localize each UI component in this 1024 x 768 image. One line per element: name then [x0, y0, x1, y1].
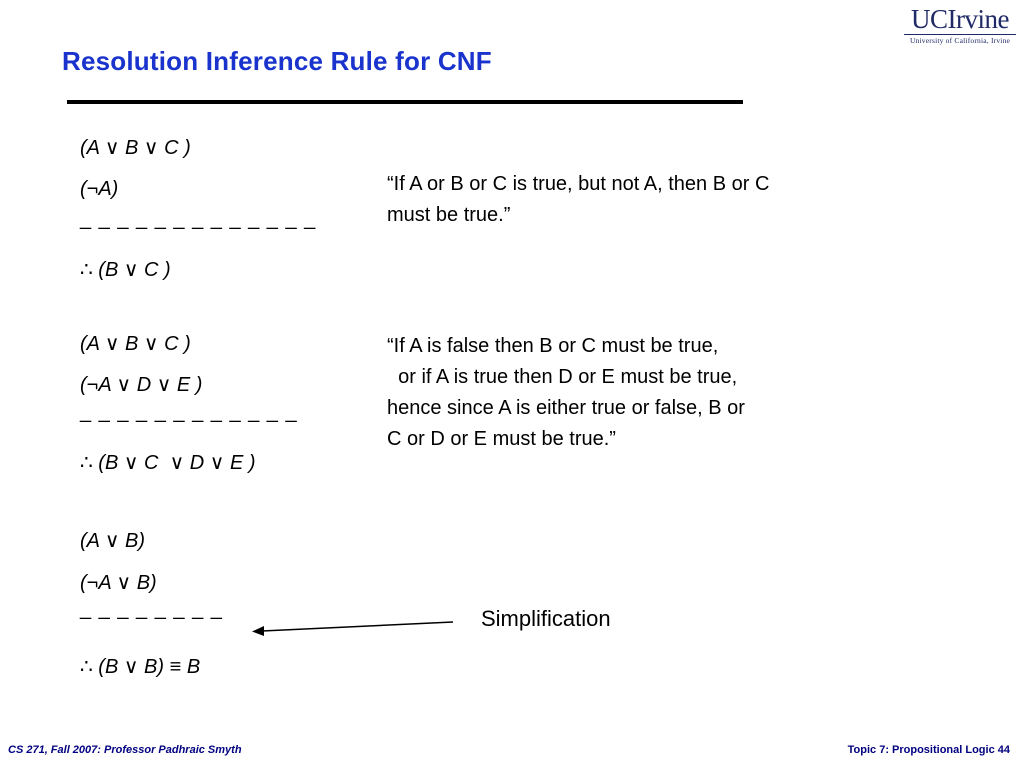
- example3-premise2: (¬A ∨ B): [80, 572, 157, 594]
- logo-divider: [904, 34, 1016, 35]
- slide-title: Resolution Inference Rule for CNF: [62, 46, 492, 76]
- logo-wordmark: UCIrvine: [911, 4, 1009, 34]
- title-underline: [67, 100, 743, 104]
- example1-explanation: “If A or B or C is true, but not A, then B or C must be true.”: [387, 173, 770, 226]
- logo-subtitle: University of California, Irvine: [909, 36, 1011, 45]
- footer-course: CS 271, Fall 2007: Professor Padhraic Smyth: [8, 744, 242, 756]
- example1-premise1: (A ∨ B ∨ C ): [80, 137, 191, 159]
- example3-premise1: (A ∨ B): [80, 530, 146, 552]
- simplification-label: Simplification: [481, 606, 611, 631]
- example1-divider: _ _ _ _ _ _ _ _ _ _ _ _ _: [80, 208, 317, 230]
- example3-divider: _ _ _ _ _ _ _ _: [80, 598, 223, 620]
- example3-conclusion: ∴ (B ∨ B) ≡ B: [80, 656, 201, 678]
- arrow-icon: [250, 612, 460, 642]
- example2-conclusion: ∴ (B ∨ C ∨ D ∨ E ): [80, 452, 256, 474]
- example2-divider: _ _ _ _ _ _ _ _ _ _ _ _: [80, 401, 298, 423]
- uci-logo: [902, 6, 1018, 46]
- footer-page: Topic 7: Propositional Logic 44: [847, 744, 1010, 756]
- example1-premise2: (¬A): [80, 178, 119, 200]
- example2-premise1: (A ∨ B ∨ C ): [80, 333, 191, 355]
- example1-conclusion: ∴ (B ∨ C ): [80, 259, 171, 281]
- example2-premise2: (¬A ∨ D ∨ E ): [80, 374, 203, 396]
- example2-explanation: “If A is false then B or C must be true, or if A is true then D or E must be true, hence since A is either true or false, B or C or D or E must be true.”: [387, 335, 745, 450]
